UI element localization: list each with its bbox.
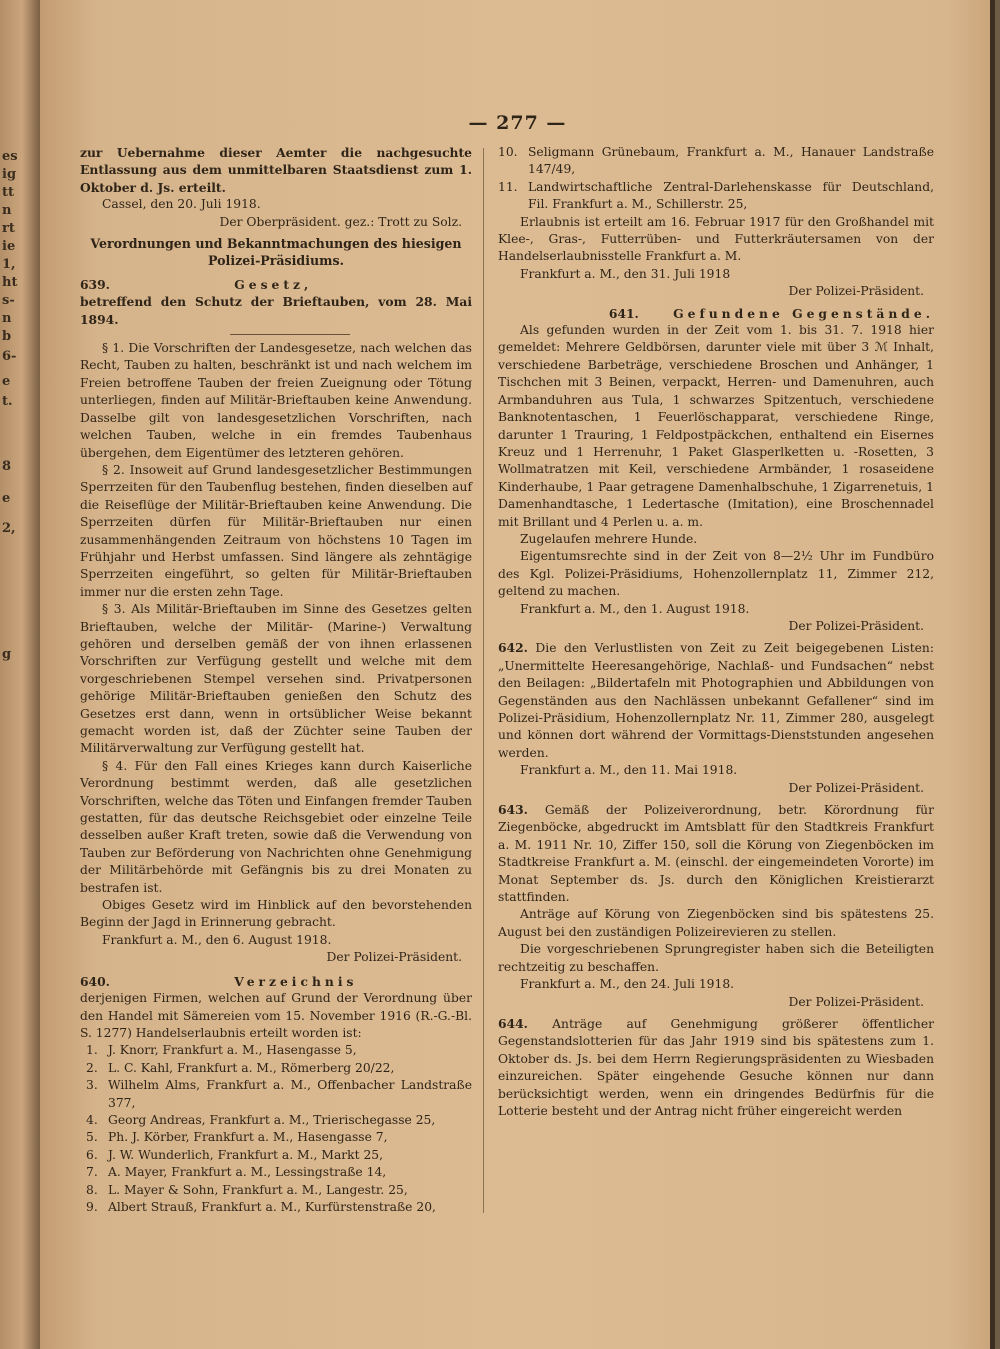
page-edge: [990, 0, 995, 1349]
margin-fragment: tt: [2, 185, 15, 200]
item-text: A. Mayer, Frankfurt a. M., Lessingstraße 14,: [108, 1165, 387, 1180]
section-title: Gesetz,: [234, 276, 313, 292]
item-number: 10.: [498, 145, 518, 159]
firms-note: Erlaubnis ist erteilt am 16. Februar 1917 für den Großhandel mit Klee-, Gras-, Futterrüben- und Futterkräutersamen von der Handelserlaubnisstelle Frankfurt a. M.: [498, 214, 934, 264]
item-text: Albert Strauß, Frankfurt a. M., Kurfürstenstraße 20,: [108, 1199, 436, 1214]
margin-fragment: es: [2, 149, 18, 164]
list-item: [86, 1182, 472, 1199]
list-item: [498, 179, 934, 214]
margin-fragment: t.: [2, 394, 13, 409]
margin-fragment: g: [2, 647, 12, 662]
signature: Der Polizei-Präsident.: [788, 618, 924, 633]
list-item: [86, 1077, 472, 1112]
item-number: 3.: [86, 1078, 98, 1093]
list-item: [498, 144, 934, 179]
section-640-header: [80, 973, 472, 990]
list-item: [86, 1129, 472, 1146]
margin-fragment: ie: [2, 239, 16, 254]
item-text: Seligmann Grünebaum, Frankfurt a. M., Hanauer Landstraße 147/49,: [528, 145, 934, 177]
item-number: 7.: [86, 1165, 98, 1180]
item-text: L. C. Kahl, Frankfurt a. M., Römerberg 20/22,: [108, 1060, 395, 1075]
list-item: [86, 1164, 472, 1181]
intro-signature: Der Oberpräsident. gez.: Trott zu Solz.: [219, 214, 462, 229]
margin-fragment: 1,: [2, 257, 16, 272]
section-640-intro: derjenigen Firmen, welchen auf Grund der Verordnung über den Handel mit Sämereien vom 15. November 1916 (R.-G.-Bl. S. 1277) Handelserlaubnis erteilt worden ist:: [80, 991, 472, 1040]
paragraph: Zugelaufen mehrere Hunde.: [520, 531, 698, 546]
section-639-header: [80, 276, 472, 293]
place-date: Frankfurt a. M., den 1. August 1918.: [520, 601, 750, 616]
paragraph: § 4. Für den Fall eines Krieges kann durch Kaiserliche Verordnung bestimmt werden, daß alle gesetzlichen Vorschriften, welche das Töten und Einfangen fremder Tauben gestatten, für das deutsche Reichsgebiet oder einzelne Teile desselben außer Kraft treten, sowie daß die Verwendung von Tauben zur Beförderung von Nachrichten ohne Genehmigung der Militärbehörde mit Gefängnis bis zu drei Monaten zu bestrafen ist.: [80, 758, 472, 895]
margin-fragment: e: [2, 374, 11, 389]
place-date: Frankfurt a. M., den 6. August 1918.: [102, 932, 332, 947]
item-number: 9.: [86, 1199, 98, 1214]
item-text: Landwirtschaftliche Zentral-Darlehenskasse für Deutschland, Fil. Frankfurt a. M., Schillerstr. 25,: [528, 179, 934, 212]
section-number: 639.: [80, 276, 110, 292]
item-number: 2.: [86, 1060, 98, 1075]
right-column: [498, 144, 944, 1120]
left-column: [80, 144, 472, 1216]
margin-fragment: n: [2, 311, 12, 326]
margin-fragment: rt: [2, 221, 15, 236]
item-number: 1.: [86, 1043, 98, 1058]
item-text: J. W. Wunderlich, Frankfurt a. M., Markt 25,: [108, 1147, 384, 1162]
item-text: L. Mayer & Sohn, Frankfurt a. M., Langestr. 25,: [108, 1182, 408, 1197]
item-text: Ph. J. Körber, Frankfurt a. M., Hasengasse 7,: [108, 1130, 388, 1145]
signature: Der Polizei-Präsident.: [788, 284, 924, 299]
section-number: 644.: [498, 1015, 528, 1031]
margin-fragment: 6-: [2, 349, 17, 364]
margin-fragment: b: [2, 329, 12, 344]
list-item: [86, 1060, 472, 1077]
signature: Der Polizei-Präsident.: [326, 950, 462, 965]
section-rule: [230, 334, 350, 335]
paragraph: Die vorgeschriebenen Sprungregister haben sich die Beteiligten rechtzeitig zu beschaffen.: [498, 942, 934, 974]
section-number: 643.: [498, 802, 528, 818]
item-text: J. Knorr, Frankfurt a. M., Hasengasse 5,: [108, 1043, 357, 1058]
margin-fragment: ig: [2, 167, 17, 182]
item-number: 5.: [86, 1130, 98, 1145]
paragraph: Die den Verlustlisten von Zeit zu Zeit beigegebenen Listen: „Unermittelte Heeresangehörige, Nachlaß- und Fundsachen“ nebst den Beilagen: „Bildertafeln mit Photographien und Abbildungen von Gegenständen aus den Nachlässen unbekannt Gefallener“ sind im Polizei-Präsidium, Hohenzollernplatz Nr. 11, Zimmer 280, ausgelegt und können dort während der Vormittags-Dienststunden angesehen werden.: [498, 641, 934, 760]
item-number: 6.: [86, 1147, 98, 1162]
section-639-subject: betreffend den Schutz der Brieftauben, vom 28. Mai 1894.: [80, 294, 472, 327]
intro-text: zur Uebernahme dieser Aemter die nachgesuchte Entlassung aus dem unmittelbaren Staatsdienst zum 1. Oktober d. Js. erteilt.: [80, 145, 472, 195]
section-642: [498, 639, 934, 762]
paragraph: § 3. Als Militär-Brieftauben im Sinne des Gesetzes gelten Brieftauben, welche der Militär- (Marine-) Verwaltung gehören und derselben gemäß der von ihnen erlassenen Vorschriften zur Verfügung gestellt und welche mit dem vorgeschriebenen Stempel versehen sind. Privatpersonen gehörige Militär-Brieftauben genießen den Schutz des Gesetzes erst dann, wenn in ortsüblicher Weise bekannt gemacht worden ist, daß der Züchter seine Tauben der Militärverwaltung zur Verfügung gestellt hat.: [80, 602, 472, 756]
list-item: [86, 1199, 472, 1216]
section-number: 640.: [80, 973, 110, 989]
section-number: 642.: [498, 640, 528, 656]
page-number: — 277 —: [468, 112, 567, 134]
margin-fragment: 8: [2, 459, 12, 474]
paragraph: Anträge auf Körung von Ziegenböcken sind bis spätestens 25. August bei den zuständigen Polizeirevieren zu stellen.: [498, 907, 934, 939]
section-641-header: [498, 305, 934, 322]
section-number: 641.: [608, 305, 639, 321]
paragraph: Obiges Gesetz wird im Hinblick auf den bevorstehenden Beginn der Jagd in Erinnerung gebracht.: [80, 898, 472, 930]
previous-page-edge: [0, 0, 40, 1349]
paragraph: § 2. Insoweit auf Grund landesgesetzlicher Bestimmungen Sperrzeiten für den Taubenflug bestehen, finden dieselben auf die Reiseflüge der Militär-Brieftauben keine Anwendung. Die Sperrzeiten dürfen für Militär-Brieftauben nur einen zusammenhängenden Zeitraum von höchstens 10 Tagen im Frühjahr und Herbst umfassen. Sind längere als zehntägige Sperrzeiten eingeführt, so gelten für Militär-Brieftauben immer nur die ersten zehn Tage.: [80, 462, 472, 599]
item-number: 11.: [498, 179, 518, 194]
list-item: [86, 1042, 472, 1059]
margin-fragment: ht: [2, 275, 18, 290]
place-date: Frankfurt a. M., den 11. Mai 1918.: [520, 763, 738, 778]
firm-list: [80, 1042, 472, 1216]
place-date: Frankfurt a. M., den 24. Juli 1918.: [520, 977, 735, 992]
list-item: [86, 1147, 472, 1164]
paragraph: § 1. Die Vorschriften der Landesgesetze, nach welchen das Recht, Tauben zu halten, beschränkt ist und nach welchem im Freien betroffene Tauben der freien Zueignung oder Tötung unterliegen, finden auf Militär-Brieftauben keine Anwendung. Dasselbe gilt von landesgesetzlichen Vorschriften, nach welchen Tauben, welche in ein fremdes Taubenhaus übergehen, dem Eigentümer des letzteren gehören.: [80, 341, 472, 460]
place-date: Frankfurt a. M., den 31. Juli 1918: [520, 266, 731, 281]
list-item: [86, 1112, 472, 1129]
section-643: [498, 801, 934, 906]
item-text: Wilhelm Alms, Frankfurt a. M., Offenbacher Landstraße 377,: [108, 1078, 472, 1110]
section-heading: Verordnungen und Bekanntmachungen des hiesigen Polizei-Präsidiums.: [90, 236, 462, 269]
intro-place-date: Cassel, den 20. Juli 1918.: [102, 197, 261, 212]
margin-fragment: 2,: [2, 521, 16, 536]
item-text: Georg Andreas, Frankfurt a. M., Trierischegasse 25,: [108, 1112, 436, 1127]
document-page: [40, 0, 995, 1349]
margin-fragment: s-: [2, 293, 15, 308]
paragraph: Anträge auf Genehmigung größerer öffentlicher Gegenstandslotterien für das Jahr 1919 sind bis spätestens zum 1. Oktober ds. Js. bei dem Herrn Regierungspräsidenten zu Wiesbaden einzureichen. Später eingehende Gesuche können nur dann berücksichtigt werden, wenn ein dringendes Bedürfnis für die Lotterie besteht und der Antrag nicht früher eingereicht werden: [498, 1016, 934, 1118]
section-title: Verzeichnis: [234, 973, 358, 989]
paragraph: Gemäß der Polizeiverordnung, betr. Körordnung für Ziegenböcke, abgedruckt im Amtsblatt für den Stadtkreis Frankfurt a. M. 1911 Nr. 10, Ziffer 150, soll die Körung von Ziegenböcken im Stadtkreise Frankfurt a. M. (einschl. der eingemeindeten Vororte) im Monat September ds. Js. durch den Königlichen Kreistierarzt stattfinden.: [498, 803, 934, 905]
section-644: [498, 1015, 934, 1120]
paragraph: Als gefunden wurden in der Zeit vom 1. bis 31. 7. 1918 hier gemeldet: Mehrere Geldbörsen, darunter viele mit über 3 ℳ Inhalt, verschiedene Barbeträge, verschiedene Broschen und Anhänger, 1 Tischchen mit 3 Beinen, verpackt, Herren- und Damenuhren, auch Armbanduhren aus Tula, 1 schwarzes Spitzentuch, verschiedene Banknotentaschen, 1 Feuerlöschapparat, verschiedene Ringe, darunter 1 Trauring, 1 Feldpostpäckchen, enthaltend ein Eisernes Kreuz und 1 Herrenuhr, 1 Paket Glasperlketten u. -Rosetten, 3 Wollmatratzen mit Keil, verschiedene Armbänder, 1 rosaseidene Kinderhaube, 1 Paar getragene Damenhalbschuhe, 1 Zigarrenetuis, 1 Damenhandtasche, 1 Ledertasche (Imitation), eine Broschennadel mit Brillant und 4 Perlen u. a. m.: [498, 323, 934, 529]
signature: Der Polizei-Präsident.: [788, 994, 924, 1009]
section-title: Gefundene Gegenstände.: [673, 305, 934, 321]
margin-fragment: n: [2, 203, 12, 218]
item-number: 4.: [86, 1112, 98, 1127]
margin-fragment: e: [2, 491, 11, 506]
signature: Der Polizei-Präsident.: [788, 780, 924, 795]
item-number: 8.: [86, 1182, 98, 1197]
column-divider: [483, 148, 484, 1213]
paragraph: Eigentumsrechte sind in der Zeit von 8—2½ Uhr im Fundbüro des Kgl. Polizei-Präsidiums, Hohenzollernplatz 11, Zimmer 212, geltend zu machen.: [498, 549, 934, 599]
